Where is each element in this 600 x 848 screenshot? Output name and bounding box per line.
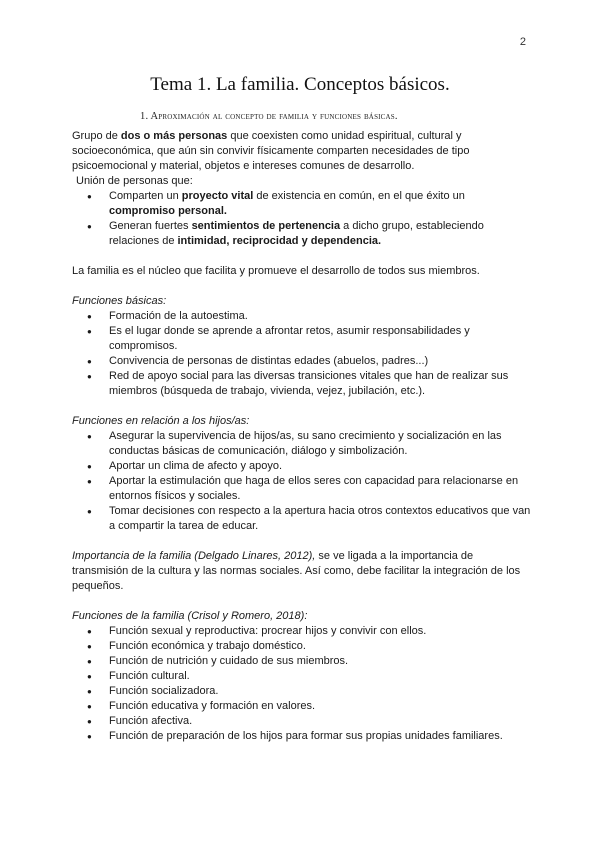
page-number: 2 — [519, 36, 526, 48]
union-lead: Unión de personas que: — [76, 175, 193, 187]
spacer — [72, 279, 532, 294]
bold-run: dos o más personas — [120, 130, 228, 142]
importance-paragraph — [72, 549, 532, 594]
list-item: ● Función socializadora. — [109, 684, 532, 699]
document-title: Tema 1. La familia. Conceptos básicos. — [150, 74, 450, 95]
list-item: ● Función de preparación de los hijos para formar sus propias unidades familiares. — [109, 729, 532, 744]
family-functions-title: Funciones de la familia (Crisol y Romero, 2018): — [72, 610, 308, 622]
section-heading: 1. Aproximación al concepto de familia y funciones básicas. — [140, 111, 398, 122]
list-item: ● Red de apoyo social para las diversas transiciones vitales que han de realizar sus miembros (búsqueda de trabajo, vivienda, vejez, jubilación, etc.). — [109, 369, 532, 399]
children-functions-list — [72, 429, 532, 534]
list-item: ● Función cultural. — [109, 669, 532, 684]
list-item — [109, 219, 532, 249]
definition-paragraph — [72, 129, 532, 174]
list-item: ● Tomar decisiones con respecto a la apertura hacia otros contextos educativos que van a compartir la tarea de educar. — [109, 504, 532, 534]
children-functions-title: Funciones en relación a los hijos/as: — [72, 415, 250, 427]
basic-functions-list — [72, 309, 532, 399]
list-item: ● Convivencia de personas de distintas edades (abuelos, padres...) — [109, 354, 532, 369]
text-run: Generan fuertes — [109, 220, 192, 232]
list-item: ● Aportar la estimulación que haga de ellos seres con capacidad para relacionarse en entornos físicos y sociales. — [109, 474, 532, 504]
bold-run: compromiso personal. — [109, 205, 227, 217]
bold-run: intimidad, reciprocidad y dependencia. — [177, 235, 382, 247]
text-run: se ve ligada a la importancia de transmisión de la cultura y las normas sociales. Así como, debe facilitar la integración de los pequeños. — [72, 550, 521, 592]
text-run: a dicho grupo, estableciendo relaciones de — [109, 220, 484, 247]
nucleus-paragraph: La familia es el núcleo que facilita y promueve el desarrollo de todos sus miembros. — [72, 265, 480, 277]
list-item: ● Es el lugar donde se aprende a afrontar retos, asumir responsabilidades y compromisos. — [109, 324, 532, 354]
list-item: ● Aportar un clima de afecto y apoyo. — [109, 459, 532, 474]
spacer — [72, 534, 532, 549]
spacer — [72, 399, 532, 414]
italic-run: Importancia de la familia (Delgado Linares, 2012), — [72, 550, 316, 562]
spacer — [72, 249, 532, 264]
text-run: Grupo de — [72, 130, 121, 142]
document-body — [72, 129, 532, 744]
list-item: ● Formación de la autoestima. — [109, 309, 532, 324]
bold-run: proyecto vital — [181, 190, 254, 202]
text-run: que coexisten como unidad espiritual, cultural y socioeconómica, que aún sin convivir físicamente comparten necesidades de tipo psicoemocional y material, objetos e intereses comunes de desarrollo. — [72, 130, 470, 172]
list-item: ● Función afectiva. — [109, 714, 532, 729]
list-item: ● Función educativa y formación en valores. — [109, 699, 532, 714]
list-item: ● Función de nutrición y cuidado de sus miembros. — [109, 654, 532, 669]
bold-run: sentimientos de pertenencia — [191, 220, 341, 232]
list-item: ● Función económica y trabajo doméstico. — [109, 639, 532, 654]
spacer — [72, 594, 532, 609]
text-run: Comparten un — [109, 190, 182, 202]
family-functions-list — [72, 624, 532, 744]
list-item: ● Función sexual y reproductiva: procrear hijos y convivir con ellos. — [109, 624, 532, 639]
definition-list — [72, 189, 532, 249]
list-item — [109, 189, 532, 219]
text-run: de existencia en común, en el que éxito un — [253, 190, 465, 202]
list-item: ● Asegurar la supervivencia de hijos/as, su sano crecimiento y socialización en las conductas básicas de comunicación, diálogo y simbolización. — [109, 429, 532, 459]
basic-functions-title: Funciones básicas: — [72, 295, 167, 307]
